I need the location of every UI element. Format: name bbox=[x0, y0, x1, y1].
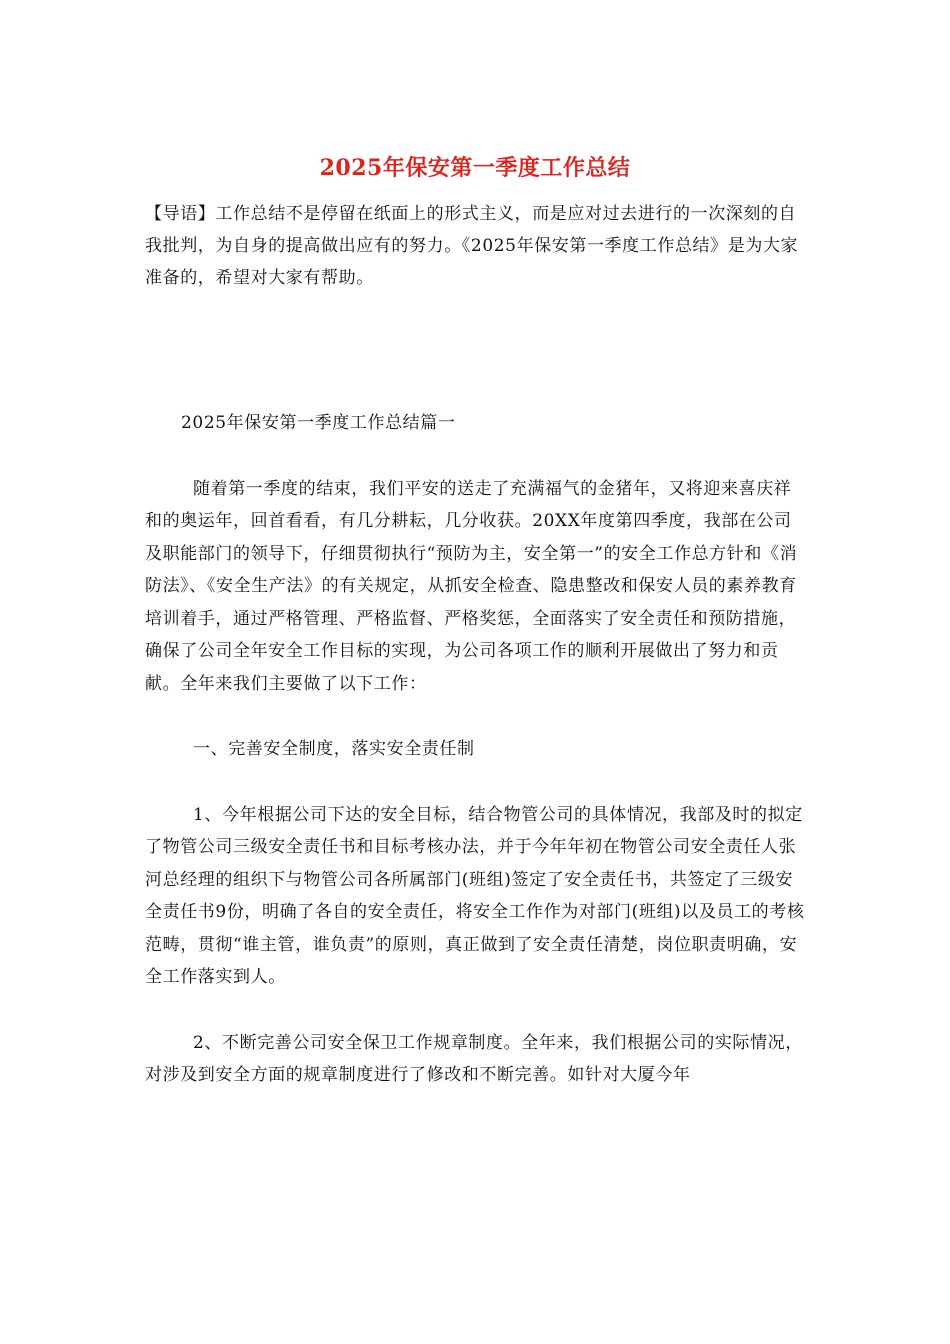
document-title: 2025年保安第一季度工作总结 bbox=[319, 155, 631, 181]
section-subtitle: 2025年保安第一季度工作总结篇一 bbox=[181, 413, 456, 433]
body-paragraph: 1、今年根据公司下达的安全目标，结合物管公司的具体情况，我部及时的拟定了物管公司三级安全责任书和目标考核办法，并于今年年初在物管公司安全责任人张河总经理的组织下与物管公司各所属部门(班组)签定了安全责任书，共签定了三级安全责任书9份，明确了各自的安全责任，将安全工作作为对部门(班组)以及员工的考核范畴，贯彻“谁主管，谁负责”的原则，真正做到了安全责任清楚，岗位职责明确，安全工作落实到人。 bbox=[145, 804, 805, 987]
document-intro bbox=[145, 198, 805, 294]
intro-paragraph: 【导语】工作总结不是停留在纸面上的形式主义，而是应对过去进行的一次深刻的自我批判，为自身的提高做出应有的努力。《2025年保安第一季度工作总结》是为大家准备的，希望对大家有帮助。 bbox=[145, 204, 799, 288]
section-heading: 一、完善安全制度，落实安全责任制 bbox=[193, 739, 475, 759]
body-paragraph: 随着第一季度的结束，我们平安的送走了充满福气的金猪年，又将迎来喜庆祥和的奥运年，回首看看，有几分耕耘，几分收获。20XX年度第四季度，我部在公司及职能部门的领导下，仔细贯彻执行“预防为主，安全第一”的安全工作总方针和《消防法》、《安全生产法》的有关规定，从抓安全检查、隐患整改和保安人员的素养教育培训着手，通过严格管理、严格监督、严格奖惩，全面落实了安全责任和预防措施，确保了公司全年安全工作目标的实现，为公司各项工作的顺利开展做出了努力和贡献。全年来我们主要做了以下工作： bbox=[145, 478, 798, 694]
document-body bbox=[145, 407, 805, 1125]
body-paragraph: 2、不断完善公司安全保卫工作规章制度。全年来，我们根据公司的实际情况，对涉及到安全方面的规章制度进行了修改和不断完善。如针对大厦今年 bbox=[145, 1032, 803, 1085]
